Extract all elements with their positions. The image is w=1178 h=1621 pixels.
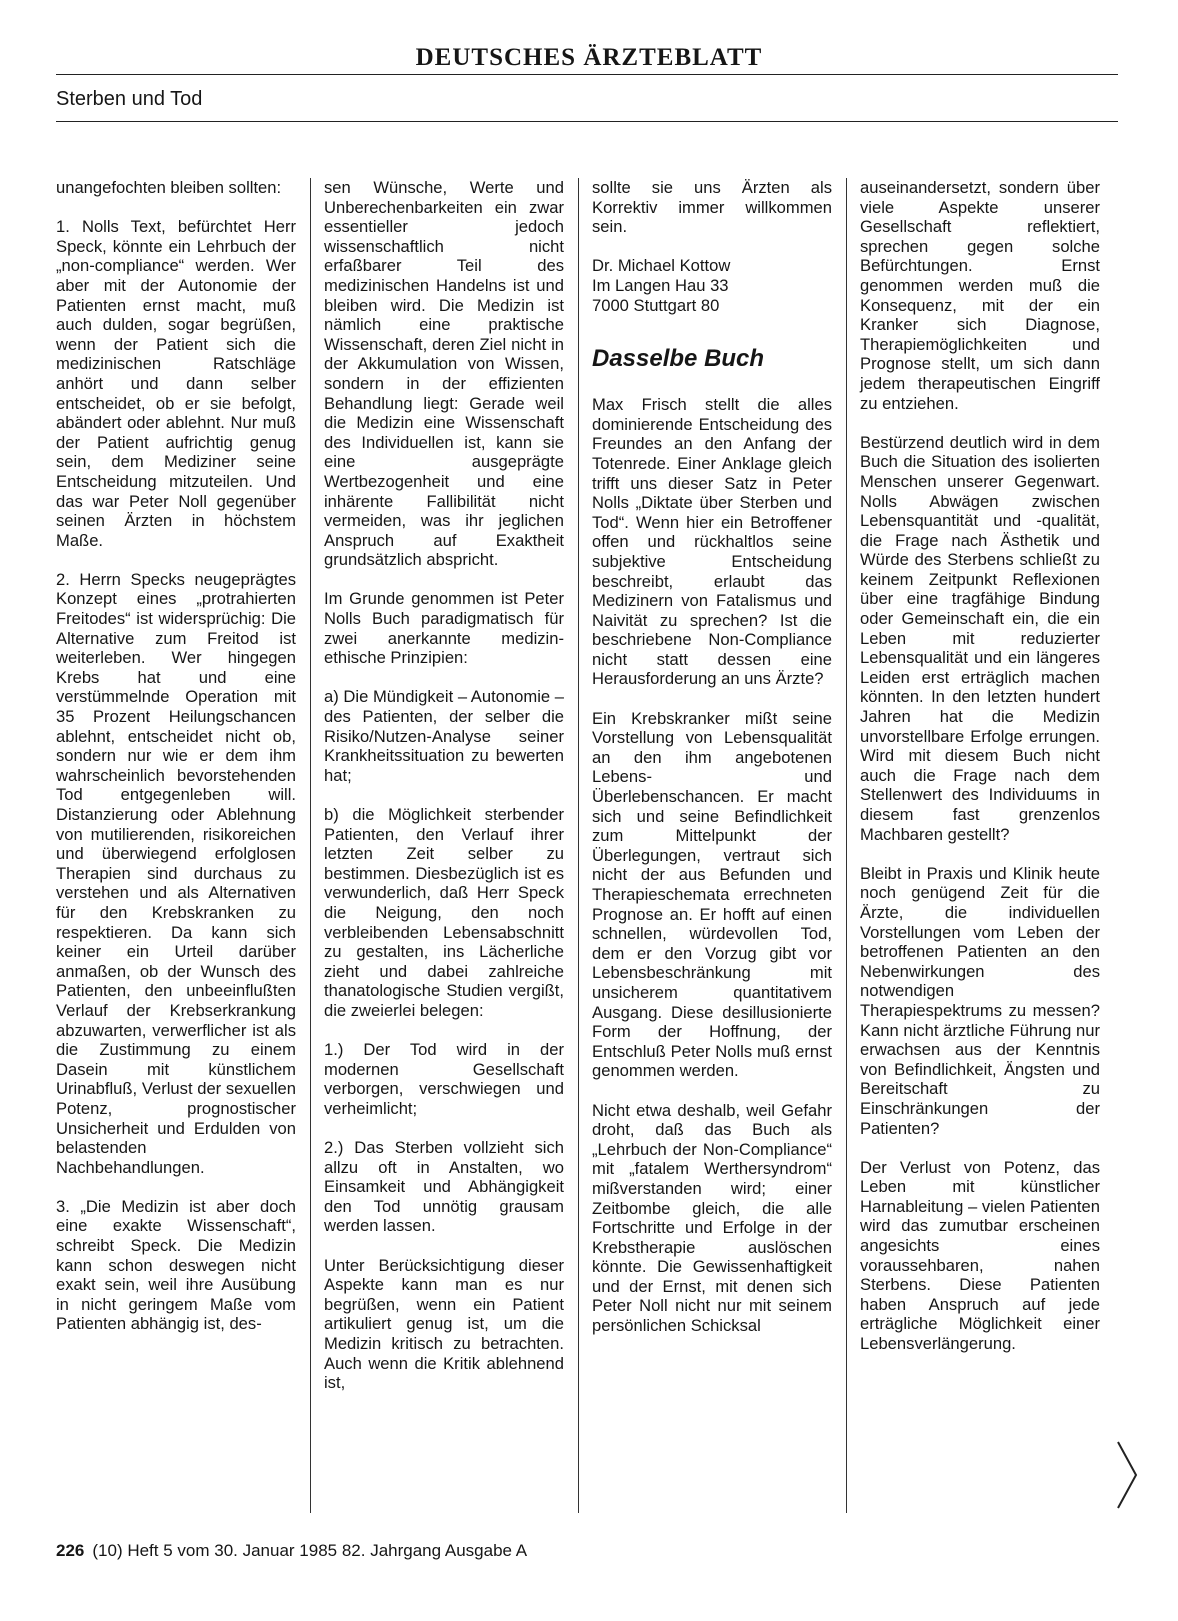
page-footer [56, 1540, 527, 1562]
header-rule-top [56, 74, 1118, 75]
subheading: Dasselbe Buch [592, 345, 765, 373]
author-city: 7000 Stuttgart 80 [592, 295, 720, 315]
paragraph: 3. „Die Medizin ist aber doch eine exakte Wissenschaft“, schreibt Speck. Die Medizin kann schon deswegen nicht exakt sein, weil ihre Ausübung in nicht geringem Maße vom Patienten abhängig ist, des- [56, 1196, 296, 1334]
column-divider [578, 178, 579, 1513]
text-column-4 [860, 178, 1100, 1373]
paragraph: Bestürzend deutlich wird in dem Buch die Situation des isolierten Menschen unserer Gegenwart. Nolls Abwägen zwischen Lebensquantität und -qualität, die Frage nach Ästhetik und Würde des Sterbens schließt zu keinem Zeitpunkt Reflexionen über eine tragfähige Bindung oder Gemeinschaft ein, die ein Leben mit reduzierter Lebensqualität und ein längeres Leiden erst erträglich machen könnten. In den letzten hundert Jahren hat die Medizin unvorstellbare Erfolge errungen. Wird mit diesem Buch nicht auch die Frage nach dem Stellenwert des Individuums in diesem fast grenzenlos Machbaren gestellt? [860, 432, 1100, 844]
paragraph: sen Wünsche, Werte und Unberechenbarkeiten ein zwar essentieller jedoch wissenschaftlich nicht erfaßbarer Teil des medizinischen Handelns ist und bleiben wird. Die Medizin ist nämlich eine praktische Wissenschaft, deren Ziel nicht in der Akkumulation von Wissen, sondern in der effizienten Behandlung liegt: Gerade weil die Medizin eine Wissenschaft des Individuellen ist, kann sie eine ausgeprägte Wertbezogenheit und eine inhärente Fallibilität nicht vermeiden, was ihr jeglichen Anspruch auf Exaktheit grundsätzlich abspricht. [324, 178, 564, 570]
column-divider [846, 178, 847, 1513]
paragraph: Nicht etwa deshalb, weil Gefahr droht, daß das Buch als „Lehrbuch der Non-Compliance“ mit „fatalem Werthersyndrom“ mißverstanden wird; einer Zeitbombe gleich, die alle Fortschritte und Erfolge in der Krebstherapie auslöschen könnte. Die Gewissenhaftigkeit und der Ernst, mit denen sich Peter Noll nicht nur mit seinem persönlichen Schicksal [592, 1100, 832, 1336]
paragraph: 2.) Das Sterben vollzieht sich allzu oft in Anstalten, wo Einsamkeit und Abhängigkeit den Tod unnötig grausam werden lassen. [324, 1138, 564, 1236]
paragraph: unangefochten bleiben sollten: [56, 178, 282, 197]
paragraph: Im Grunde genommen ist Peter Nolls Buch paradigmatisch für zwei anerkannte medizin-ethische Prinzipien: [324, 589, 564, 668]
paragraph: b) die Möglichkeit sterbender Patienten, den Verlauf ihrer letzten Zeit selber zu bestimmen. Diesbezüglich ist es verwunderlich, daß Herr Speck die Neigung, den noch verbleibenden Lebensabschnitt zu gestalten, ins Lächerliche zieht und dabei zahlreiche thanatologische Studien vergißt, die zweierlei belegen: [324, 805, 564, 1020]
column-divider [310, 178, 311, 1513]
paragraph: Max Frisch stellt die alles dominierende Entscheidung des Freundes an den Anfang der Totenrede. Einer Anklage gleich trifft uns dieser Satz in Peter Nolls „Diktate über Sterben und Tod“. Wenn hier ein Betroffener offen und rückhaltlos seine subjektive Entscheidung beschreibt, erlaubt das Medizinern von Fatalismus und Naivität zu sprechen? Ist die beschriebene Non-Compliance nicht statt dessen eine Herausforderung an uns Ärzte? [592, 395, 832, 689]
paragraph: 2. Herrn Specks neugeprägtes Konzept eines „protrahierten Freitodes“ ist widersprüchig: Die Alternative zum Freitod ist weiterleben. Wer hingegen Krebs hat und eine verstümmelnde Operation mit 35 Prozent Heilungschancen ablehnt, entscheidet nicht ob, sondern nur wie er dem ihm wahrscheinlich bevorstehenden Tod entgegenleben will. Distanzierung oder Ablehnung von mutilierenden, risikoreichen und überwiegend erfolglosen Therapien sind durchaus zu verstehen und als Alternativen für den Krebskranken zu respektieren. Da kann sich keiner ein Urteil darüber anmaßen, ob der Wunsch des Patienten, den unbeeinflußten Verlauf der Krebserkrankung abzuwarten, verwerflicher ist als die Zustimmung zu einem Dasein mit künstlichem Urinabfluß, Verlust der sexuellen Potenz, prognostischer Unsicherheit und Erdulden von belastenden Nachbehandlungen. [56, 569, 296, 1177]
paragraph: a) Die Mündigkeit – Autonomie – des Patienten, der selber die Risiko/Nutzen-Analyse seiner Krankheitssituation zu bewerten hat; [324, 687, 564, 785]
paragraph: Bleibt in Praxis und Klinik heute noch genügend Zeit für die Ärzte, die individuellen Vorstellungen vom Leben der betroffenen Patienten an den Nebenwirkungen des notwendigen Therapiespektrums zu messen? Kann nicht ärztliche Führung nur erwachsen aus der Kenntnis von Befindlichkeit, Ängsten und Bereitschaft zu Einschränkungen der Patienten? [860, 863, 1100, 1138]
paragraph: Der Verlust von Potenz, das Leben mit künstlicher Harnableitung – vielen Patienten wird das zumutbar erscheinen angesichts eines voraussehbaren, nahen Sterbens. Diese Patienten haben Anspruch auf jede erträgliche Möglichkeit einer Lebensverlängerung. [860, 1157, 1100, 1354]
header-rule-bottom [56, 121, 1118, 122]
paragraph: Ein Krebskranker mißt seine Vorstellung von Lebensqualität an den ihm angebotenen Lebens- und Überlebenschancen. Er macht sich und seine Befindlichkeit zum Mittelpunkt der Überlegungen, vertraut sich nicht der aus Befunden und Therapieschemata errechneten Prognose an. Er hofft auf einen schnellen, würdevollen Tod, dem er den Vorzug gibt vor Lebensbeschränkung mit unsicherem quantitativem Ausgang. Diese desillusionierte Form der Hoffnung, der Entschluß Peter Nolls muß ernst genommen werden. [592, 708, 832, 1081]
author-street: Im Langen Hau 33 [592, 275, 729, 295]
text-column-1 [56, 178, 296, 1354]
author-name: Dr. Michael Kottow [592, 256, 731, 276]
author-address [592, 256, 832, 315]
text-column-2 [324, 178, 564, 1412]
paragraph: 1.) Der Tod wird in der modernen Gesellschaft verborgen, verschwiegen und verheimlicht; [324, 1040, 564, 1118]
paragraph: auseinandersetzt, sondern über viele Aspekte unserer Gesellschaft reflektiert, sprechen gegen solche Befürchtungen. Ernst genommen werden muß die Konsequenz, mit der ein Kranker sich Diagnose, Therapiemöglichkeiten und Prognose stellt, um sich dann jedem therapeutischen Eingriff zu entziehen. [860, 178, 1100, 413]
paragraph: 1. Nolls Text, befürchtet Herr Speck, könnte ein Lehrbuch der „non-compliance“ werden. Wer aber mit der Autonomie der Patienten ernst macht, muß auch dulden, sogar begrüßen, wenn der Patient sich die medizinischen Ratschläge anhört und dann selber entscheidet, ob er sie befolgt, abändert oder ablehnt. Nur muß der Patient aufrichtig genug sein, dem Mediziner seine Entscheidung mitzuteilen. Und das war Peter Noll gegenüber seinen Ärzten in höchstem Maße. [56, 217, 296, 550]
page-number: 226 [56, 1541, 85, 1560]
section-title: Sterben und Tod [56, 88, 203, 110]
masthead: DEUTSCHES ÄRZTEBLATT [415, 44, 763, 71]
continue-arrow-icon [1116, 1440, 1138, 1510]
paragraph: Unter Berücksichtigung dieser Aspekte kann man es nur begrüßen, wenn ein Patient artikuliert genug ist, um die Medizin kritisch zu betrachten. Auch wenn die Kritik ablehnend ist, [324, 1255, 564, 1393]
text-column-3 [592, 178, 832, 1355]
issue-info: (10) Heft 5 vom 30. Januar 1985 82. Jahrgang Ausgabe A [92, 1541, 528, 1560]
paragraph: sollte sie uns Ärzten als Korrektiv immer willkommen sein. [592, 178, 832, 237]
